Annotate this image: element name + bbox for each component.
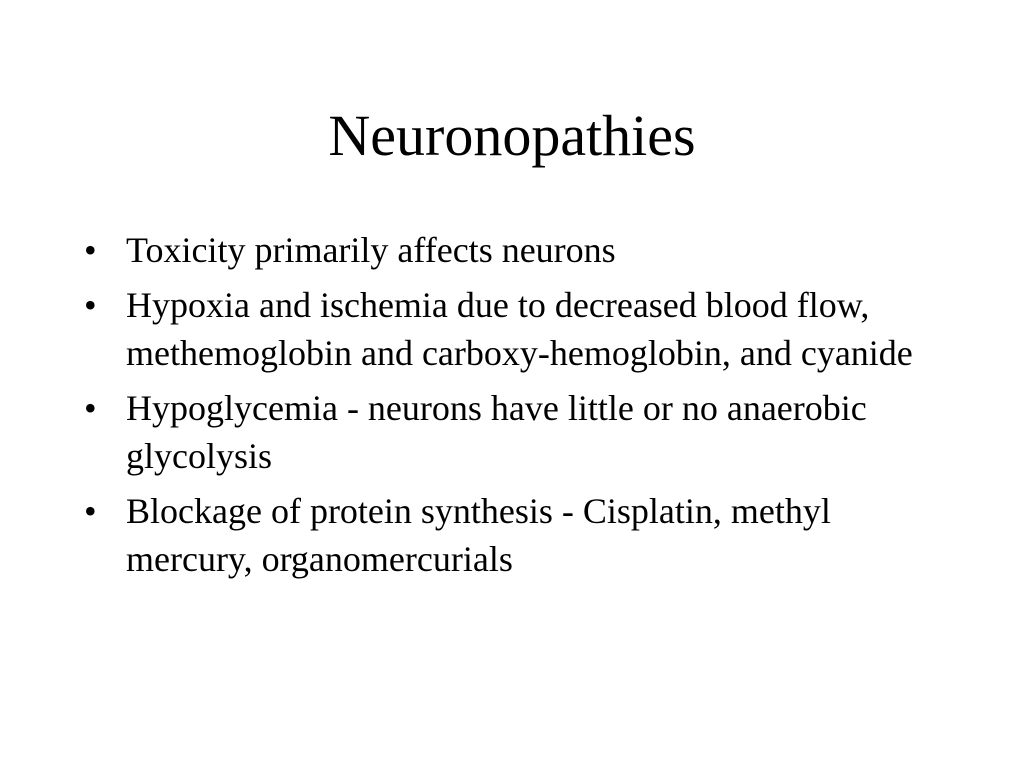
bullet-list: [84, 226, 944, 590]
bullet-text: Hypoxia and ischemia due to decreased blood flow, methemoglobin and carboxy-hemoglobin, and cyanide: [126, 285, 913, 373]
bullet-text: Toxicity primarily affects neurons: [126, 230, 616, 270]
slide-title: Neuronopathies: [328, 103, 696, 168]
bullet-item: [84, 226, 944, 274]
bullet-text: Hypoglycemia - neurons have little or no anaerobic glycolysis: [126, 388, 867, 476]
bullet-text: Blockage of protein synthesis - Cisplatin, methyl mercury, organomercurials: [126, 491, 831, 579]
bullet-dot-icon: •: [84, 285, 97, 325]
bullet-dot-icon: •: [84, 491, 97, 531]
bullet-dot-icon: •: [84, 230, 97, 270]
bullet-item: [84, 487, 944, 583]
bullet-item: [84, 281, 944, 377]
bullet-dot-icon: •: [84, 388, 97, 428]
bullet-item: [84, 384, 944, 480]
